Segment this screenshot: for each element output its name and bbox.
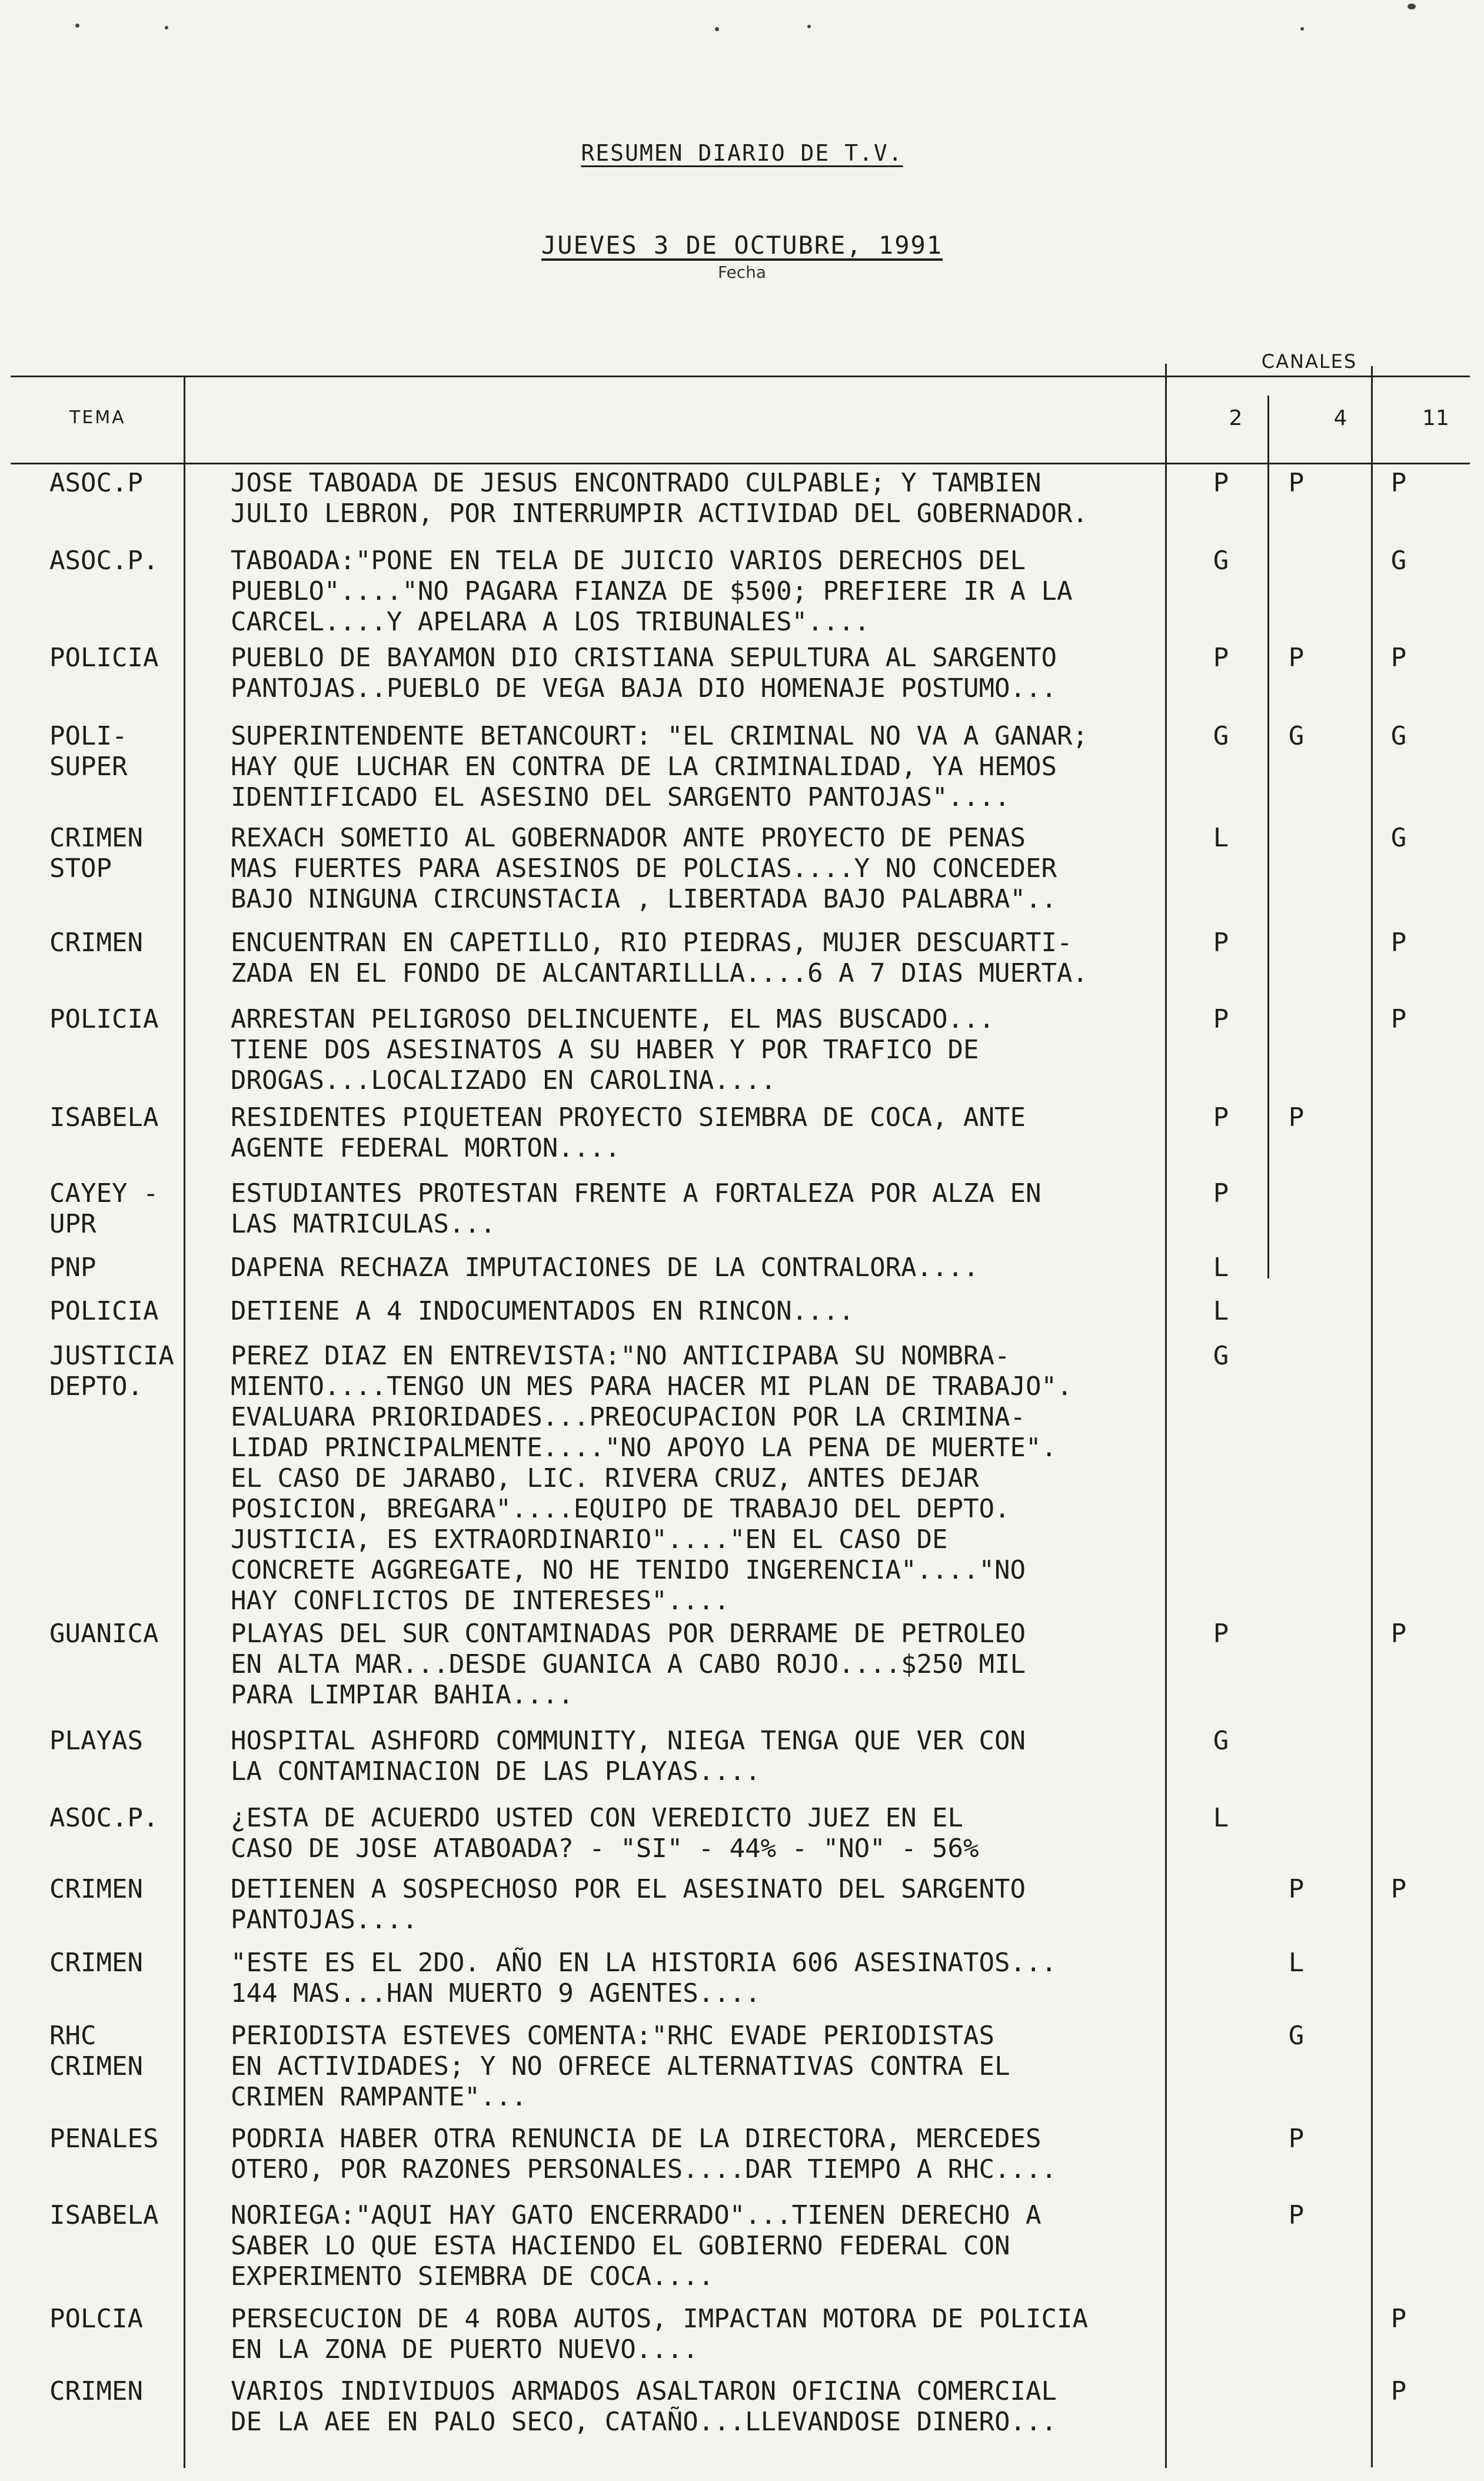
story-cell: JOSE TABOADA DE JESUS ENCONTRADO CULPABLE; Y TAMBIEN JULIO LEBRON, POR INTERRUMPIR ACTIVIDAD DEL GOBERNADOR. (231, 468, 1088, 529)
channel-2-cell: L (1213, 823, 1229, 853)
channel-2-cell: L (1213, 1803, 1229, 1833)
topic-cell: ISABELA (49, 1102, 159, 1132)
channel-11-cell: P (1390, 2376, 1407, 2406)
channel-4-cell: P (1288, 2124, 1305, 2154)
story-cell: ¿ESTA DE ACUERDO USTED CON VEREDICTO JUEZ EN EL CASO DE JOSE ATABOADA? - "SI" - 44% - "NO" - 56% (231, 1803, 979, 1864)
channel-11-cell: P (1390, 468, 1407, 498)
channel-4-cell: P (1288, 1102, 1305, 1132)
topic-cell: POLI- SUPER (49, 721, 128, 782)
topic-cell: POLICIA (49, 643, 159, 673)
topic-cell: CAYEY - UPR (49, 1178, 159, 1239)
story-cell: NORIEGA:"AQUI HAY GATO ENCERRADO"...TIENEN DERECHO A SABER LO QUE ESTA HACIENDO EL GOBIERNO FEDERAL CON EXPERIMENTO SIEMBRA DE COCA.... (231, 2200, 1042, 2291)
topic-cell: CRIMEN (49, 2376, 143, 2406)
topic-cell: POLCIA (49, 2304, 143, 2334)
story-cell: DETIENE A 4 INDOCUMENTADOS EN RINCON.... (231, 1296, 854, 1326)
scan-speck (807, 25, 811, 28)
story-cell: PODRIA HABER OTRA RENUNCIA DE LA DIRECTORA, MERCEDES OTERO, POR RAZONES PERSONALES....DAR TIEMPO A RHC.... (231, 2124, 1057, 2184)
story-cell: PEREZ DIAZ EN ENTREVISTA:"NO ANTICIPABA SU NOMBRA- MIENTO....TENGO UN MES PARA HACER MI PLAN DE TRABAJO". EVALUARA PRIORIDADES...PREOCUPACION POR LA CRIMINA- LIDAD PRINCIPALMENTE...."NO APOYO LA PENA DE MUERTE". EL CASO DE JARABO, LIC. RIVERA CRUZ, ANTES DEJAR POSICION, BREGARA"....EQUIPO DE TRABAJO DEL DEPTO. JUSTICIA, ES EXTRAORDINARIO"...."EN EL CASO DE CONCRETE AGGREGATE, NO HE TENIDO INGERENCIA"...."NO HAY CONFLICTOS DE INTERESES".... (231, 1341, 1073, 1616)
story-cell: ESTUDIANTES PROTESTAN FRENTE A FORTALEZA POR ALZA EN LAS MATRICULAS... (231, 1178, 1042, 1239)
channel-4-cell: P (1288, 2200, 1305, 2230)
story-cell: ENCUENTRAN EN CAPETILLO, RIO PIEDRAS, MUJER DESCUARTI- ZADA EN EL FONDO DE ALCANTARILLLA....6 A 7 DIAS MUERTA. (231, 928, 1088, 988)
channel-4-cell: G (1288, 721, 1305, 751)
topic-cell: JUSTICIA DEPTO. (49, 1341, 174, 1401)
topic-cell: GUANICA (49, 1619, 159, 1649)
topic-column-rule (184, 376, 185, 2468)
topic-column-header: TEMA (69, 407, 126, 428)
channel-rule-4-11 (1371, 366, 1373, 2467)
story-cell: PERIODISTA ESTEVES COMENTA:"RHC EVADE PERIODISTAS EN ACTIVIDADES; Y NO OFRECE ALTERNATIVAS CONTRA EL CRIMEN RAMPANTE"... (231, 2021, 1010, 2112)
topic-cell: RHC CRIMEN (49, 2021, 143, 2081)
scan-speck (715, 27, 719, 31)
topic-cell: CRIMEN STOP (49, 823, 143, 884)
channel-11-cell: P (1390, 1874, 1407, 1904)
channel-11-header: 11 (1422, 406, 1449, 430)
story-cell: "ESTE ES EL 2DO. AÑO EN LA HISTORIA 606 ASESINATOS... 144 MAS...HAN MUERTO 9 AGENTES.... (231, 1948, 1057, 2008)
story-cell: PERSECUCION DE 4 ROBA AUTOS, IMPACTAN MOTORA DE POLICIA EN LA ZONA DE PUERTO NUEVO.... (231, 2304, 1088, 2364)
header-bottom-rule (11, 463, 1470, 464)
channel-2-cell: L (1213, 1296, 1229, 1326)
topic-cell: PNP (49, 1253, 97, 1283)
channel-11-cell: P (1390, 643, 1407, 673)
topic-cell: ASOC.P. (49, 1803, 159, 1833)
topic-cell: ASOC.P. (49, 546, 159, 576)
topic-cell: PLAYAS (49, 1726, 143, 1756)
topic-cell: ISABELA (49, 2200, 159, 2230)
channel-2-header: 2 (1229, 406, 1243, 430)
channel-11-cell: P (1390, 1004, 1407, 1034)
story-cell: DETIENEN A SOSPECHOSO POR EL ASESINATO DEL SARGENTO PANTOJAS.... (231, 1874, 1026, 1935)
channel-4-cell: G (1288, 2021, 1305, 2051)
channel-11-cell: P (1390, 2304, 1407, 2334)
topic-cell: CRIMEN (49, 928, 143, 958)
date-caption: Fecha (717, 263, 767, 282)
channel-4-header: 4 (1333, 406, 1347, 430)
topic-cell: ASOC.P (49, 468, 143, 498)
story-cell: REXACH SOMETIO AL GOBERNADOR ANTE PROYECTO DE PENAS MAS FUERTES PARA ASESINOS DE POLCIAS....Y NO CONCEDER BAJO NINGUNA CIRCUNSTACIA , LIBERTADA BAJO PALABRA".. (231, 823, 1057, 914)
channel-2-cell: P (1213, 928, 1229, 958)
channel-11-cell: G (1390, 546, 1407, 576)
channel-11-cell: G (1390, 721, 1407, 751)
channel-2-cell: G (1213, 1341, 1229, 1371)
scan-speck (1408, 4, 1416, 9)
channel-4-cell: P (1288, 643, 1305, 673)
scan-speck (165, 26, 168, 29)
channel-2-cell: P (1213, 1619, 1229, 1649)
topic-cell: PENALES (49, 2124, 159, 2154)
table-top-rule (11, 376, 1470, 377)
channel-2-cell: P (1213, 643, 1229, 673)
channel-2-cell: P (1213, 468, 1229, 498)
scan-speck (1300, 27, 1304, 31)
channel-2-cell: P (1213, 1178, 1229, 1208)
topic-cell: CRIMEN (49, 1948, 143, 1978)
channel-2-cell: P (1213, 1004, 1229, 1034)
story-cell: PLAYAS DEL SUR CONTAMINADAS POR DERRAME DE PETROLEO EN ALTA MAR...DESDE GUANICA A CABO ROJO....$250 MIL PARA LIMPIAR BAHIA.... (231, 1619, 1026, 1710)
channel-rule-2-4 (1267, 396, 1269, 1278)
topic-cell: POLICIA (49, 1296, 159, 1326)
story-cell: RESIDENTES PIQUETEAN PROYECTO SIEMBRA DE COCA, ANTE AGENTE FEDERAL MORTON.... (231, 1102, 1026, 1163)
channel-2-cell: G (1213, 721, 1229, 751)
story-cell: TABOADA:"PONE EN TELA DE JUICIO VARIOS DERECHOS DEL PUEBLO"...."NO PAGARA FIANZA DE $500; PREFIERE IR A LA CARCEL....Y APELARA A LOS TRIBUNALES".... (231, 546, 1073, 637)
report-date: JUEVES 3 DE OCTUBRE, 1991 (541, 231, 943, 260)
story-cell: PUEBLO DE BAYAMON DIO CRISTIANA SEPULTURA AL SARGENTO PANTOJAS..PUEBLO DE VEGA BAJA DIO HOMENAJE POSTUMO... (231, 643, 1057, 703)
story-cell: SUPERINTENDENTE BETANCOURT: "EL CRIMINAL NO VA A GANAR; HAY QUE LUCHAR EN CONTRA DE LA CRIMINALIDAD, YA HEMOS IDENTIFICADO EL ASESINO DEL SARGENTO PANTOJAS".... (231, 721, 1088, 812)
channel-2-cell: G (1213, 546, 1229, 576)
story-cell: ARRESTAN PELIGROSO DELINCUENTE, EL MAS BUSCADO... TIENE DOS ASESINATOS A SU HABER Y POR TRAFICO DE DROGAS...LOCALIZADO EN CAROLINA.... (231, 1004, 995, 1095)
story-cell: HOSPITAL ASHFORD COMMUNITY, NIEGA TENGA QUE VER CON LA CONTAMINACION DE LAS PLAYAS.... (231, 1726, 1026, 1786)
channels-caption: CANALES (1261, 350, 1357, 373)
channel-2-cell: G (1213, 1726, 1229, 1756)
scan-speck (75, 24, 79, 28)
channel-4-cell: L (1288, 1948, 1305, 1978)
channel-11-cell: P (1390, 928, 1407, 958)
channel-11-cell: P (1390, 1619, 1407, 1649)
channel-11-cell: G (1390, 823, 1407, 853)
channel-4-cell: P (1288, 1874, 1305, 1904)
report-title: RESUMEN DIARIO DE T.V. (581, 140, 903, 166)
topic-cell: CRIMEN (49, 1874, 143, 1904)
story-cell: DAPENA RECHAZA IMPUTACIONES DE LA CONTRALORA.... (231, 1253, 979, 1283)
channel-4-cell: P (1288, 468, 1305, 498)
channel-2-cell: L (1213, 1253, 1229, 1283)
channel-2-cell: P (1213, 1102, 1229, 1132)
story-cell: VARIOS INDIVIDUOS ARMADOS ASALTARON OFICINA COMERCIAL DE LA AEE EN PALO SECO, CATAÑO...LLEVANDOSE DINERO... (231, 2376, 1057, 2437)
topic-cell: POLICIA (49, 1004, 159, 1034)
